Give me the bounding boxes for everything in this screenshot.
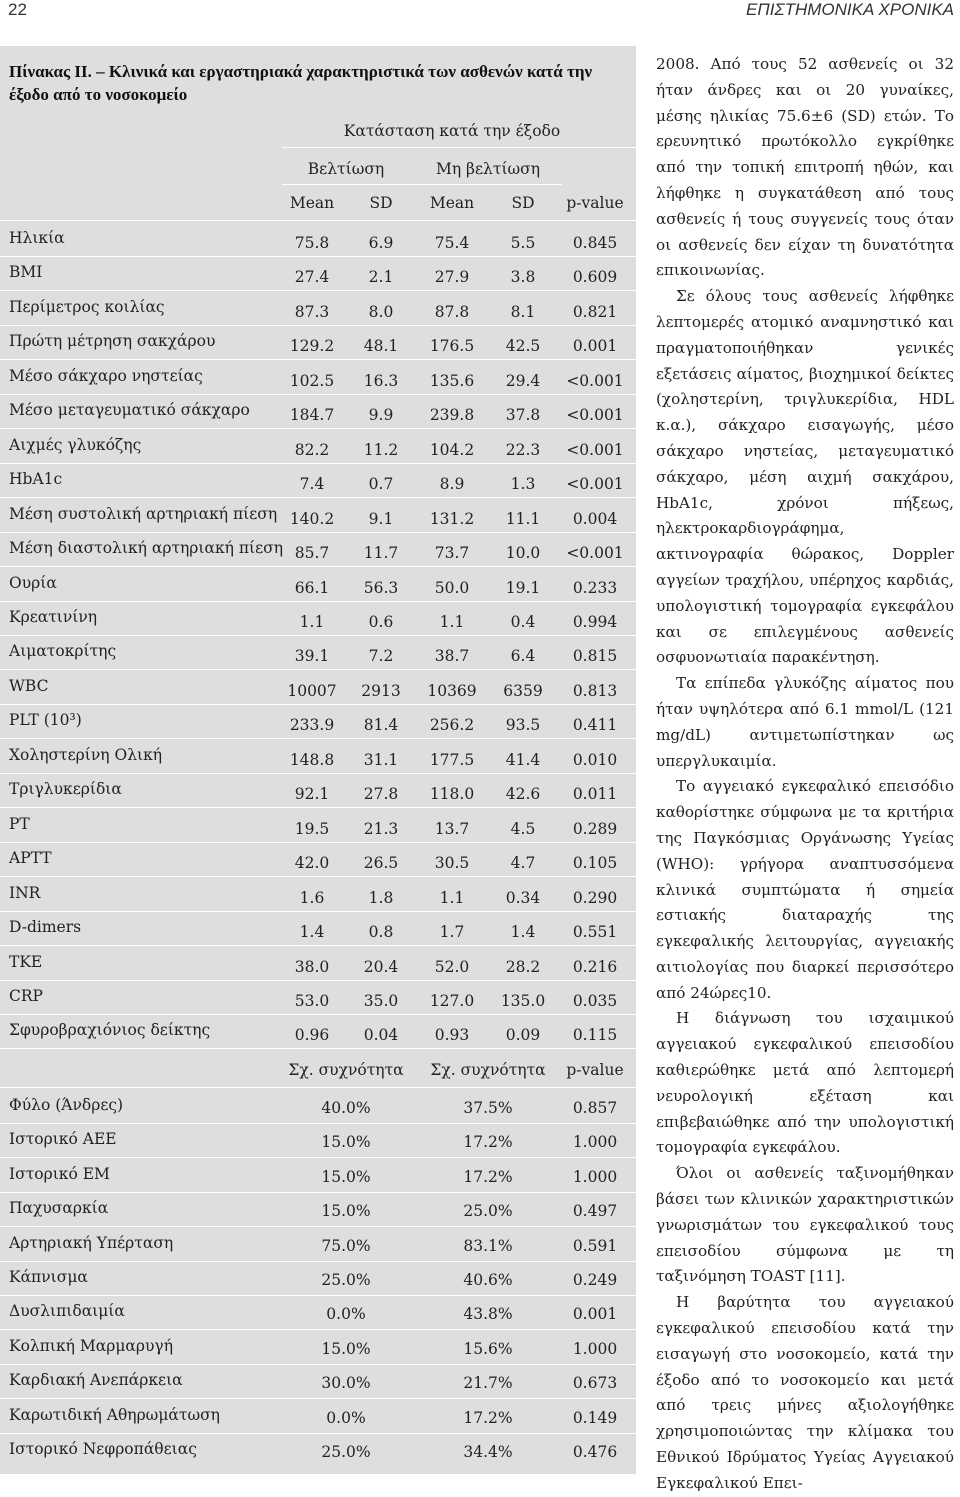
table-cell: 25.0% <box>321 1271 371 1289</box>
table-cell: 38.0 <box>294 957 330 976</box>
header-rule <box>0 1087 636 1088</box>
table-cell: 27.8 <box>363 785 399 804</box>
table-cell: 1.1 <box>299 613 325 631</box>
table-cell: 0.001 <box>572 337 618 356</box>
row-label: Πρώτη μέτρηση σακχάρου <box>9 332 216 351</box>
row-rule <box>0 876 636 877</box>
row-rule <box>0 1433 636 1434</box>
table-cell: 20.4 <box>363 957 399 976</box>
row-rule <box>0 394 636 395</box>
table-cell: 0.216 <box>572 957 618 976</box>
table-cell: 6359 <box>503 681 543 700</box>
row-rule <box>0 1261 636 1262</box>
table-cell: 16.3 <box>363 371 399 390</box>
table-cell: 118.0 <box>429 785 475 804</box>
table-cell: <0.001 <box>566 475 624 494</box>
table-cell: 15.0% <box>321 1167 371 1186</box>
column-header: SD <box>369 194 393 212</box>
table-cell: 0.673 <box>572 1374 618 1393</box>
table-cell: 1.7 <box>439 923 465 941</box>
table-cell: 0.0% <box>326 1305 366 1324</box>
table-cell: 53.0 <box>294 991 330 1010</box>
table-cell: 0.857 <box>572 1099 618 1117</box>
table-cell: 85.7 <box>294 544 330 562</box>
row-rule <box>0 842 636 843</box>
row-rule <box>0 1329 636 1330</box>
table-cell: 25.0% <box>463 1202 513 1221</box>
column-header: SD <box>511 194 535 212</box>
row-label: Τριγλυκερίδια <box>9 780 122 799</box>
table-cell: 73.7 <box>434 544 470 562</box>
table-cell: 140.2 <box>289 509 335 528</box>
table-cell: 87.3 <box>294 302 330 321</box>
table-cell: 34.4% <box>463 1443 513 1461</box>
row-label: CRP <box>9 986 43 1005</box>
table-cell: 1.000 <box>572 1133 618 1152</box>
table-cell: 0.476 <box>572 1443 618 1461</box>
row-rule <box>0 601 636 602</box>
table-cell: 35.0 <box>363 991 399 1010</box>
table-cell: 39.1 <box>294 647 330 666</box>
row-rule <box>0 1295 636 1296</box>
row-rule <box>0 428 636 429</box>
table-cell: 1.3 <box>510 475 536 494</box>
table-cell: 17.2% <box>463 1133 513 1152</box>
table-cell: 19.5 <box>294 819 330 838</box>
row-label: INR <box>9 883 41 902</box>
row-label: TKE <box>9 952 43 971</box>
table-cell: 15.0% <box>321 1202 371 1221</box>
table-cell: 11.2 <box>363 440 399 459</box>
table-cell: 19.1 <box>505 578 541 597</box>
subgroup-not-improved: Μη βελτίωση <box>435 160 541 178</box>
row-label: Χοληστερίνη Ολική <box>9 745 163 764</box>
table-cell: 10369 <box>427 681 477 700</box>
table-cell: 66.1 <box>294 578 330 597</box>
paragraph: Όλοι οι ασθενείς ταξινομήθηκαν βάσει των κλινικών χαρακτηριστικών γνωρισμάτων του εγκεφαλικού τους επεισοδίου σύμφωνα με τη ταξινόμηση TOAST [11]. <box>656 1164 954 1286</box>
table-cell: 52.0 <box>434 957 470 976</box>
table-cell: 1.000 <box>572 1339 618 1358</box>
table-cell: 56.3 <box>363 578 399 597</box>
table-cell: 256.2 <box>429 716 475 735</box>
paragraph: Η διάγνωση του ισχαιμικού αγγειακού εγκεφαλικού επεισοδίου καθιερώθηκε μετά από λεπτομερή νευρολογική εξέταση και επιβεβαιώθηκε από την υπολογιστική τομογραφία εγκεφάλου. <box>656 1009 954 1157</box>
table-cell: 7.2 <box>368 647 394 666</box>
table-cell: 0.4 <box>510 613 536 631</box>
table-cell: 1.1 <box>439 613 465 631</box>
row-rule <box>0 497 636 498</box>
row-rule <box>0 1014 636 1015</box>
table-cell: 0.010 <box>572 750 618 769</box>
row-label: Φύλο (Άνδρες) <box>9 1096 124 1114</box>
table-cell: 0.93 <box>434 1026 470 1045</box>
table-cell: 7.4 <box>299 475 325 494</box>
row-rule <box>0 945 636 946</box>
table-cell: 75.0% <box>321 1236 371 1255</box>
table-cell: 11.7 <box>363 544 399 562</box>
table-cell: 0.497 <box>572 1202 618 1221</box>
table-cell: 40.6% <box>463 1271 513 1289</box>
table-cell: 37.8 <box>505 406 541 425</box>
table-cell: 93.5 <box>505 716 541 735</box>
table-cell: 176.5 <box>429 337 475 356</box>
table-cell: 233.9 <box>289 716 335 735</box>
freq-column-header: Σχ. συχνότητα <box>430 1061 546 1079</box>
row-label: Μέση συστολική αρτηριακή πίεση <box>9 504 278 523</box>
table-cell: 127.0 <box>429 991 475 1010</box>
table-cell: 102.5 <box>289 371 335 390</box>
table-cell: 31.1 <box>363 750 399 769</box>
row-rule <box>0 256 636 257</box>
row-rule <box>0 911 636 912</box>
row-label: PLT (10³) <box>9 711 82 730</box>
table-cell: 1.4 <box>510 923 536 941</box>
table-cell: 0.845 <box>572 234 618 252</box>
freq-column-header: p-value <box>566 1061 624 1079</box>
table-cell: 2.1 <box>368 268 394 287</box>
row-label: APTT <box>9 849 52 868</box>
table-cell: 0.994 <box>572 613 618 631</box>
table-cell: 0.0% <box>326 1408 366 1427</box>
row-label: Κάπνισμα <box>9 1268 88 1286</box>
paragraph: Η βαρύτητα του αγγειακού εγκεφαλικού επεισοδίου κατά την εισαγωγή στο νοσοκομείο, κατά την έξοδο από το νοσοκομείο και μετά από τρεις μήνες αξιολογήθηκε χρησιμοποιώντας την κλίμακα του Εθνικού Ιδρύματος Υγείας Αγγειακού Εγκεφαλικού Επει- <box>656 1293 954 1492</box>
row-label: Ιστορικό ΕΜ <box>9 1164 110 1183</box>
table-cell: 0.96 <box>294 1026 330 1045</box>
table-title: Πίνακας ΙΙ. – Κλινικά και εργαστηριακά χαρακτηριστικά των ασθενών κατά την έξοδο από το νοσοκομείο <box>9 62 593 104</box>
table-cell: 9.1 <box>368 509 394 528</box>
column-header: Mean <box>289 194 335 212</box>
table-cell: 5.5 <box>510 234 536 252</box>
page-number: 22 <box>8 0 27 19</box>
table-cell: 177.5 <box>429 750 475 769</box>
table-cell: <0.001 <box>566 371 624 390</box>
header-rule <box>0 220 636 221</box>
table-cell: 50.0 <box>434 578 470 597</box>
table-cell: 0.011 <box>572 785 618 804</box>
table-cell: 3.8 <box>510 268 536 287</box>
table-cell: 0.289 <box>572 819 618 838</box>
page-header <box>0 0 960 28</box>
table-cell: 1.4 <box>299 923 325 941</box>
table-cell: 8.1 <box>510 302 536 321</box>
table-cell: 131.2 <box>429 509 475 528</box>
table-cell: 42.6 <box>505 785 541 804</box>
table-cell: 38.7 <box>434 647 470 666</box>
row-label: PT <box>9 814 30 833</box>
table-cell: 29.4 <box>505 371 541 390</box>
table-cell: 4.5 <box>510 819 536 838</box>
table-cell: 21.7% <box>463 1374 513 1393</box>
table-cell: 0.34 <box>505 888 541 907</box>
table-cell: 129.2 <box>289 337 335 356</box>
table-cell: 184.7 <box>289 406 335 425</box>
table-cell: <0.001 <box>566 406 624 425</box>
table-cell: 27.9 <box>434 268 470 287</box>
row-rule <box>0 1123 636 1124</box>
table-cell: 104.2 <box>429 440 475 459</box>
row-rule <box>0 1398 636 1399</box>
table-cell: 26.5 <box>363 854 399 873</box>
table-cell: 0.551 <box>572 923 618 941</box>
table-cell: 1.8 <box>368 888 394 907</box>
row-label: WBC <box>9 676 49 695</box>
row-rule <box>0 290 636 291</box>
column-header: Mean <box>429 194 475 212</box>
table-cell: 0.233 <box>572 578 618 597</box>
table-cell: 41.4 <box>505 750 541 769</box>
row-rule <box>0 1157 636 1158</box>
table-cell: 0.815 <box>572 647 618 666</box>
table-cell: 0.411 <box>572 716 618 735</box>
row-rule <box>0 566 636 567</box>
row-label: Παχυσαρκία <box>9 1199 109 1218</box>
table-cell: 13.7 <box>434 819 470 838</box>
paragraph: Τα επίπεδα γλυκόζης αίματος που ήταν υψηλότερα από 6.1 mmol/L (121 mg/dL) αντιμετωπίστηκαν ως υπεργλυκαιμία. <box>656 674 954 770</box>
row-rule <box>0 669 636 670</box>
table-cell: 40.0% <box>321 1099 371 1117</box>
freq-column-header: Σχ. συχνότητα <box>288 1061 404 1079</box>
table-cell: <0.001 <box>566 440 624 459</box>
row-rule <box>0 773 636 774</box>
table-cell: 1.000 <box>572 1167 618 1186</box>
table-cell: 75.8 <box>294 234 330 252</box>
table-cell: 0.7 <box>368 475 394 494</box>
row-label: Ηλικία <box>9 229 65 247</box>
group-header: Κατάσταση κατά την έξοδο <box>343 122 561 140</box>
row-rule <box>0 980 636 981</box>
row-label: Καρδιακή Ανεπάρκεια <box>9 1371 183 1390</box>
row-rule <box>0 359 636 360</box>
row-label: Αιματοκρίτης <box>9 642 117 661</box>
row-rule <box>0 738 636 739</box>
table-cell: 25.0% <box>321 1443 371 1461</box>
table-cell: 37.5% <box>463 1099 513 1117</box>
row-label: Ιστορικό Νεφροπάθειας <box>9 1440 197 1458</box>
table-cell: 8.0 <box>368 302 394 321</box>
table-cell: 11.1 <box>505 509 541 528</box>
table-cell: 0.821 <box>572 302 618 321</box>
table-cell: 0.6 <box>368 613 394 631</box>
row-label: Σφυροβραχιόνιος δείκτης <box>9 1021 211 1040</box>
row-rule <box>0 532 636 533</box>
row-label: HbA1c <box>9 470 63 489</box>
row-rule <box>0 1048 636 1049</box>
table-cell: 239.8 <box>429 406 475 425</box>
subgroup-improved: Βελτίωση <box>307 160 385 178</box>
table-cell: 0.149 <box>572 1408 618 1427</box>
table-cell: 17.2% <box>463 1167 513 1186</box>
table-cell: 15.0% <box>321 1339 371 1358</box>
table-cell: 42.5 <box>505 337 541 356</box>
table-cell: 148.8 <box>289 750 335 769</box>
table-cell: 0.035 <box>572 991 618 1010</box>
table-cell: 6.9 <box>368 234 394 252</box>
paragraph: Σε όλους τους ασθενείς λήφθηκε λεπτομερές ατομικό αναμνηστικό και πραγματοποιήθηκαν γενικές εξετάσεις αίματος, βιοχημικοί δείκτες (χοληστερίνη, τριγλυκερίδια, HDL κ.α.), σάκχαρο εισαγωγής, μέσο σάκχαρο νηστείας, μεταγευματικό σάκχαρο, μέση αιχμή σακχάρου, HbA1c, χρόνοι πήξεως, ηλεκτροκαρδιογράφημα, ακτινογραφία θώρακος, Doppler αγγείων τραχήλου, υπέρηχος καρδιάς, υπολογιστική τομογραφία εγκεφάλου και σε επιλεγμένους ασθενείς οσφυονωτιαία παρακέντηση. <box>656 287 954 667</box>
table-cell: 0.591 <box>572 1236 618 1255</box>
table-cell: 135.6 <box>429 371 475 390</box>
table-cell: 4.7 <box>510 854 536 873</box>
row-rule <box>0 704 636 705</box>
table-cell: 0.115 <box>572 1026 618 1045</box>
paragraph: Το αγγειακό εγκεφαλικό επεισόδιο καθορίστηκε σύμφωνα με τα κριτήρια της Παγκόσμιας Οργάνωσης Υγείας (WHO): γρήγορα αναπτυσσόμενα κλινικά συμπτώματα ή σημεία εστιακής διαταραχής της εγκεφαλικής λειτουργίας, αγγειακής αιτιολογίας που διαρκεί περισσότερο από 24ώρες10. <box>656 777 954 1002</box>
table-cell: 48.1 <box>363 337 399 356</box>
row-label: Μέσο μεταγευματικό σάκχαρο <box>9 401 250 420</box>
row-label: Ουρία <box>9 573 57 592</box>
table-cell: 28.2 <box>505 957 541 976</box>
table-cell: <0.001 <box>566 544 624 562</box>
row-label: Μέση διαστολική αρτηριακή πίεση <box>9 539 284 557</box>
table-cell: 2913 <box>361 681 401 700</box>
row-rule <box>0 635 636 636</box>
table-cell: 8.9 <box>439 475 465 494</box>
table-cell: 0.004 <box>572 509 618 528</box>
table-cell: 1.6 <box>299 888 325 907</box>
header-rule <box>282 184 562 185</box>
row-rule <box>0 807 636 808</box>
table-cell: 30.5 <box>434 854 470 873</box>
table-cell: 15.0% <box>321 1133 371 1152</box>
row-label: Αιχμές γλυκόζης <box>9 435 142 454</box>
row-rule <box>0 463 636 464</box>
table-cell: 17.2% <box>463 1408 513 1427</box>
table-cell: 15.6% <box>463 1339 513 1358</box>
table-cell: 27.4 <box>294 268 330 287</box>
row-label: Ιστορικό ΑΕΕ <box>9 1130 117 1149</box>
paragraph: 2008. Από τους 52 ασθενείς οι 32 ήταν άνδρες και οι 20 γυναίκες, μέσης ηλικίας 75.6±6 (SD) ετών. Το ερευνητικό πρωτόκολλο εγκρίθηκε από την τοπική επιτροπή ηθών, και λήφθηκε η συγκατάθεση από τους ασθενείς ή τους συγγενείς τους όταν οι ασθενείς δεν είχαν τη δυνατότητα επικοινωνίας. <box>656 55 954 280</box>
row-label: Δυσλιπιδαιμία <box>9 1302 125 1321</box>
table-cell: 30.0% <box>321 1374 371 1393</box>
column-header: p-value <box>566 194 624 212</box>
table-cell: 0.8 <box>368 923 394 941</box>
table-cell: 0.04 <box>363 1026 399 1045</box>
row-label: Κολπική Μαρμαρυγή <box>9 1336 173 1355</box>
table-cell: 0.609 <box>572 268 618 287</box>
table-cell: 42.0 <box>294 854 330 873</box>
table-cell: 0.001 <box>572 1305 618 1324</box>
table-cell: 10.0 <box>505 544 541 562</box>
table-cell: 0.290 <box>572 888 618 907</box>
table-cell: 92.1 <box>294 785 330 804</box>
table-cell: 135.0 <box>500 991 546 1010</box>
row-rule <box>0 325 636 326</box>
table-cell: 81.4 <box>363 716 399 735</box>
table-cell: 87.8 <box>434 302 470 321</box>
row-label: Περίμετρος κοιλίας <box>9 297 165 316</box>
row-label: Καρωτιδική Αθηρωμάτωση <box>9 1405 220 1424</box>
table-cell: 10007 <box>287 681 337 700</box>
row-label: Κρεατινίνη <box>9 608 98 626</box>
row-label: BMI <box>9 263 43 282</box>
table-cell: 6.4 <box>510 647 536 666</box>
row-label: D-dimers <box>9 918 82 936</box>
table-cell: 0.105 <box>572 854 618 873</box>
table-cell: 83.1% <box>463 1236 513 1255</box>
table-cell: 1.1 <box>439 888 465 907</box>
table-cell: 43.8% <box>463 1305 513 1324</box>
table-cell: 21.3 <box>363 819 399 838</box>
row-label: Μέσο σάκχαρο νηστείας <box>9 366 203 385</box>
table-cell: 9.9 <box>368 406 394 425</box>
table-cell: 75.4 <box>434 234 470 252</box>
row-rule <box>0 1226 636 1227</box>
table-cell: 82.2 <box>294 440 330 459</box>
journal-name: ΕΠΙΣΤΗΜΟΝΙΚΑ ΧΡΟΝΙΚΑ <box>746 0 954 19</box>
table-cell: 22.3 <box>505 440 541 459</box>
article-body <box>656 52 954 1497</box>
row-label: Αρτηριακή Υπέρταση <box>9 1233 174 1252</box>
row-rule <box>0 1364 636 1365</box>
table-cell: 0.813 <box>572 681 618 700</box>
table-cell: 0.09 <box>505 1026 541 1045</box>
header-rule <box>282 147 636 148</box>
table-cell: 0.249 <box>572 1271 618 1289</box>
row-rule <box>0 1192 636 1193</box>
